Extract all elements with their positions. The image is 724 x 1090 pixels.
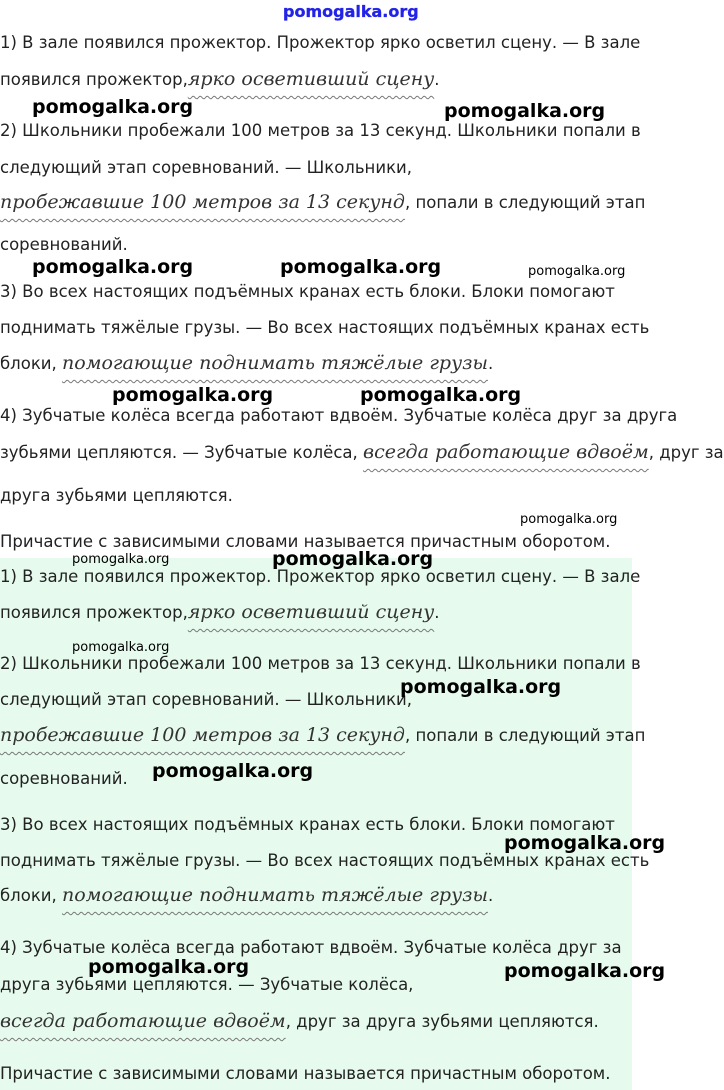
watermark: pomogalka.org <box>88 956 250 978</box>
watermark: pomogalka.org <box>272 548 434 570</box>
participial-phrase: всегда работающие вдвоём <box>363 441 649 463</box>
punctuation: . <box>434 70 440 89</box>
watermark: pomogalka.org <box>72 640 170 655</box>
hl-conclusion: Причастие с зависимыми словами называется причастным оборотом. <box>0 1064 611 1083</box>
watermark: pomogalka.org <box>504 960 666 982</box>
hl-s1-line1: 1) В зале появился прожектор. Прожектор ярко осветил сцену. — В зале <box>0 567 641 586</box>
hl-s2-line3-text: , попали в следующий этап <box>404 726 646 745</box>
plain-s3-line2: поднимать тяжёлые грузы. — Во всех настоящих подъёмных кранах есть <box>0 318 650 337</box>
punctuation: . <box>487 354 494 373</box>
watermark: pomogalka.org <box>72 552 170 567</box>
participial-phrase: пробежавшие 100 метров за 13 секунд <box>0 191 405 213</box>
hl-s3-line3 <box>0 886 493 905</box>
plain-s2-line3-text: , попали в следующий этап <box>404 193 646 212</box>
punctuation: . <box>487 886 494 905</box>
top-watermark-link[interactable]: pomogalka.org <box>283 2 419 21</box>
participial-phrase: всегда работающие вдвоём <box>0 1010 286 1032</box>
plain-s2-line1: 2) Школьники пробежали 100 метров за 13 секунд. Школьники попали в <box>0 121 641 140</box>
plain-s3-line3 <box>0 354 493 373</box>
hl-s2-line3 <box>0 726 645 745</box>
watermark: pomogalka.org <box>360 384 522 406</box>
plain-s1-line1: 1) В зале появился прожектор. Прожектор ярко осветил сцену. — В зале <box>0 33 641 52</box>
plain-s4-line2-text: зубьями цепляются. — Зубчатые колёса, <box>0 443 358 462</box>
hl-s3-line1: 3) Во всех настоящих подъёмных кранах есть блоки. Блоки помогают <box>0 815 615 834</box>
punctuation: . <box>434 603 440 622</box>
hl-s2-line4: соревнований. <box>0 769 128 788</box>
plain-s1-line2 <box>0 70 440 89</box>
hl-s4-line1: 4) Зубчатые колёса всегда работают вдвоём. Зубчатые колёса друг за <box>0 938 622 957</box>
hl-s4-line3 <box>0 1012 599 1031</box>
watermark: pomogalka.org <box>152 760 314 782</box>
hl-s2-line2: следующий этап соревнований. — Школьники, <box>0 690 413 709</box>
hl-s4-line2: друга зубьями цепляются. — Зубчатые колёса, <box>0 975 414 994</box>
participial-phrase: ярко осветивший сцену <box>187 68 435 90</box>
hl-s2-line1: 2) Школьники пробежали 100 метров за 13 секунд. Школьники попали в <box>0 654 641 673</box>
plain-s1-line2-text: появился прожектор, <box>0 70 188 89</box>
plain-s2-line3 <box>0 193 645 212</box>
hl-s1-line2-text: появился прожектор, <box>0 603 188 622</box>
participial-phrase: пробежавшие 100 метров за 13 секунд <box>0 724 405 746</box>
plain-s2-line4: соревнований. <box>0 235 128 254</box>
plain-s3-line3-text: блоки, <box>0 354 57 373</box>
plain-s2-line2: следующий этап соревнований. — Школьники, <box>0 158 413 177</box>
watermark: pomogalka.org <box>280 256 442 278</box>
hl-s4-line3-text: , друг за друга зубьями цепляются. <box>285 1012 599 1031</box>
plain-s4-line2-tail: , друг за <box>648 443 724 462</box>
hl-s3-line3-text: блоки, <box>0 886 57 905</box>
watermark: pomogalka.org <box>444 100 606 122</box>
plain-s4-line1: 4) Зубчатые колёса всегда работают вдвоём. Зубчатые колёса друг за друга <box>0 406 678 425</box>
watermark: pomogalka.org <box>504 832 666 854</box>
watermark: pomogalka.org <box>400 676 562 698</box>
plain-conclusion: Причастие с зависимыми словами называется причастным оборотом. <box>0 532 611 551</box>
watermark: pomogalka.org <box>528 264 626 279</box>
plain-s4-line3: друга зубьями цепляются. <box>0 486 233 505</box>
participial-phrase: помогающие поднимать тяжёлые грузы <box>62 352 488 374</box>
participial-phrase: помогающие поднимать тяжёлые грузы <box>62 884 488 906</box>
plain-s4-line2 <box>0 443 724 462</box>
participial-phrase: ярко осветивший сцену <box>187 601 435 623</box>
watermark: pomogalka.org <box>520 512 618 527</box>
plain-s3-line1: 3) Во всех настоящих подъёмных кранах есть блоки. Блоки помогают <box>0 282 615 301</box>
watermark: pomogalka.org <box>112 384 274 406</box>
watermark: pomogalka.org <box>32 256 194 278</box>
hl-s3-line2: поднимать тяжёлые грузы. — Во всех настоящих подъёмных кранах есть <box>0 851 650 870</box>
hl-s1-line2 <box>0 603 440 622</box>
watermark: pomogalka.org <box>32 96 194 118</box>
